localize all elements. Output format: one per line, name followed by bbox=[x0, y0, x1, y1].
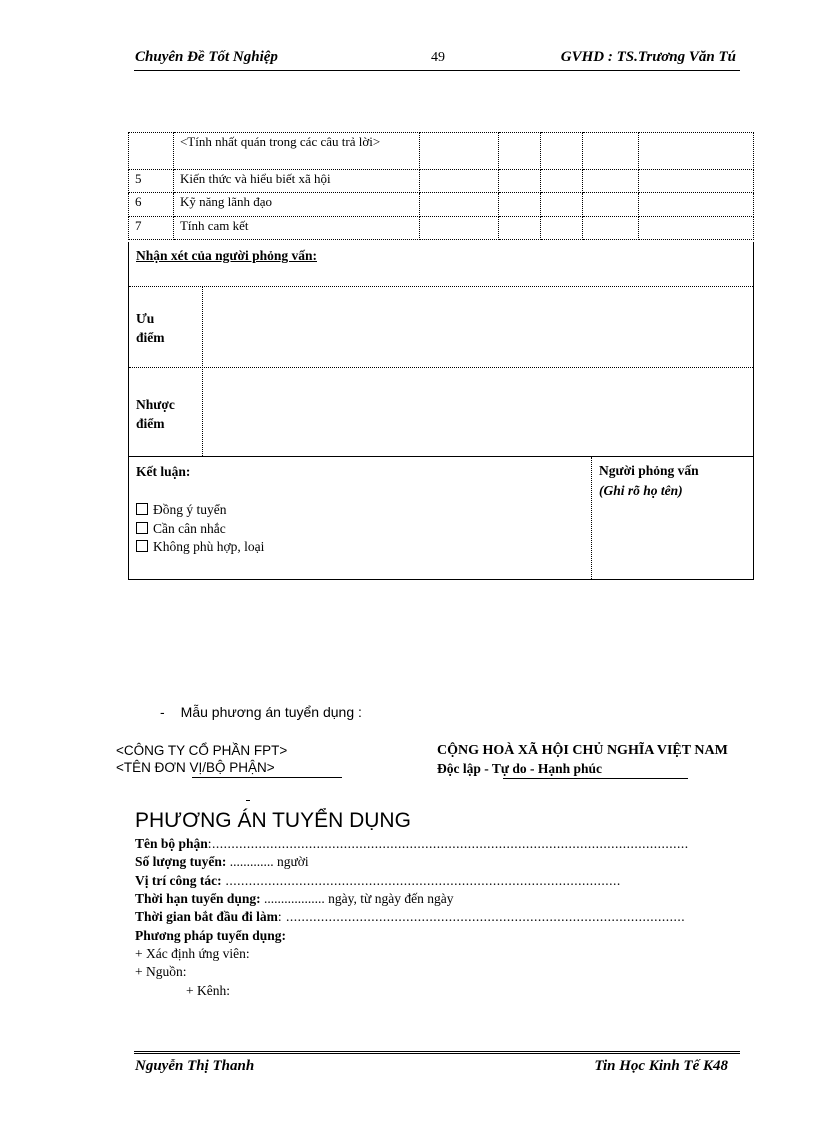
option-reject: Không phù hợp, loại bbox=[136, 538, 264, 557]
method-item-channel: + Kênh: bbox=[186, 983, 230, 998]
criteria-cell: <Tính nhất quán trong các câu trả lời> bbox=[173, 133, 419, 170]
nation-motto: Độc lập - Tự do - Hạnh phúc bbox=[437, 761, 603, 776]
table-row bbox=[129, 133, 754, 170]
row-number: 5 bbox=[129, 170, 174, 193]
footer-course: Tin Học Kinh Tế K48 bbox=[594, 1058, 728, 1074]
pros-label: Ưu điểm bbox=[136, 311, 165, 345]
quantity-line: Số lượng tuyển: ............. người bbox=[135, 854, 309, 869]
company-unit: <TÊN ĐƠN VỊ/BỘ PHẬN> bbox=[116, 760, 275, 775]
row-number: 6 bbox=[129, 193, 174, 217]
dept-line: Tên bộ phận:........................................................................................................................... bbox=[135, 836, 689, 851]
footer-author: Nguyễn Thị Thanh bbox=[135, 1058, 255, 1074]
company-name: <CÔNG TY CỔ PHẦN FPT> bbox=[116, 743, 288, 758]
footer-rule bbox=[134, 1051, 740, 1054]
method-item-source: + Nguồn: bbox=[135, 964, 187, 979]
table-row bbox=[129, 170, 754, 193]
checkbox-icon bbox=[136, 540, 148, 552]
interviewer-label: Người phỏng vấn bbox=[599, 463, 699, 478]
interviewer-note: (Ghi rõ họ tên) bbox=[599, 483, 683, 498]
page-number: 49 bbox=[431, 50, 445, 65]
row-number: 7 bbox=[129, 217, 174, 240]
comments-title: Nhận xét của người phỏng vấn: bbox=[136, 248, 317, 263]
start-date-line: Thời gian bắt đầu đi làm: ....................................................................................................... bbox=[135, 909, 686, 924]
method-line: Phương pháp tuyển dụng: bbox=[135, 928, 287, 943]
duration-line: Thời hạn tuyển dụng: .................. ngày, từ ngày đến ngày bbox=[135, 891, 454, 906]
bullet-line: - Mẫu phương án tuyển dụng : bbox=[160, 704, 362, 720]
header-advisor: GVHD : TS.Trương Văn Tú bbox=[560, 49, 736, 65]
checkbox-icon bbox=[136, 503, 148, 515]
conclusion-block bbox=[128, 456, 754, 580]
criteria-cell: Tính cam kết bbox=[173, 217, 419, 240]
table-row bbox=[129, 217, 754, 240]
criteria-cell: Kiến thức và hiểu biết xã hội bbox=[173, 170, 419, 193]
table-row bbox=[129, 193, 754, 217]
plan-title: PHƯƠNG ÁN TUYỂN DỤNG bbox=[135, 809, 411, 832]
cons-label: Nhược điểm bbox=[136, 397, 175, 431]
method-item-candidates: + Xác định ứng viên: bbox=[135, 946, 250, 961]
option-accept: Đồng ý tuyển bbox=[136, 501, 264, 520]
criteria-cell: Kỹ năng lãnh đạo bbox=[173, 193, 419, 217]
header-title: Chuyên Đề Tốt Nghiệp bbox=[135, 49, 278, 65]
option-consider: Cần cân nhắc bbox=[136, 520, 264, 539]
comments-block bbox=[128, 242, 754, 456]
position-line: Vị trí công tác: ...................................................................................................... bbox=[135, 873, 621, 888]
conclusion-title: Kết luận: bbox=[136, 464, 191, 479]
evaluation-table bbox=[128, 132, 754, 240]
row-number bbox=[129, 133, 174, 170]
nation-title: CỘNG HOÀ XÃ HỘI CHỦ NGHĨA VIỆT NAM bbox=[437, 743, 728, 758]
checkbox-icon bbox=[136, 522, 148, 534]
header-rule bbox=[134, 70, 740, 71]
